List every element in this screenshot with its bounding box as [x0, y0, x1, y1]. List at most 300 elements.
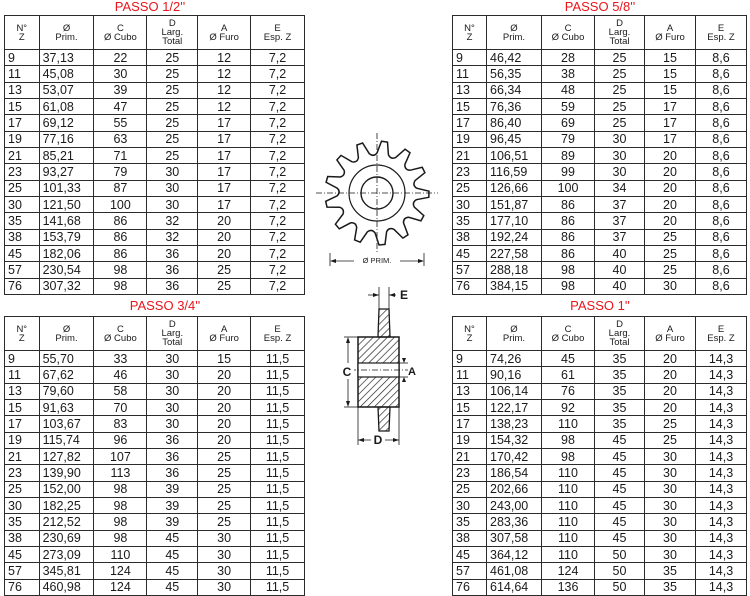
cell-teeth: 17	[453, 115, 487, 131]
cell-tooth-thickness: 11,5	[251, 416, 305, 432]
cell-teeth: 17	[453, 416, 487, 432]
cell-teeth: 76	[5, 579, 40, 595]
cell-tooth-thickness: 14,3	[696, 563, 747, 579]
cell-total-width: 30	[147, 400, 198, 416]
table-row	[453, 514, 747, 530]
cell-hub-diameter: 83	[94, 416, 147, 432]
cell-total-width: 36	[147, 449, 198, 465]
cell-tooth-thickness: 11,5	[251, 514, 305, 530]
column-header-prim-diameter: Ø Prim.	[39, 317, 94, 351]
cell-total-width: 36	[147, 278, 198, 294]
cell-total-width: 45	[595, 481, 645, 497]
cell-teeth: 30	[453, 197, 487, 213]
cell-hub-diameter: 86	[542, 197, 595, 213]
cell-hub-diameter: 98	[542, 262, 595, 278]
cell-hub-diameter: 38	[542, 66, 595, 82]
cell-hub-diameter: 98	[542, 278, 595, 294]
cell-tooth-thickness: 8,6	[696, 99, 747, 115]
cell-teeth: 9	[5, 351, 40, 367]
c-dimension-label: C	[342, 365, 352, 379]
cell-hub-diameter: 100	[542, 180, 595, 196]
cell-tooth-thickness: 8,6	[696, 229, 747, 245]
cell-tooth-thickness: 7,2	[251, 229, 305, 245]
column-header-total-width: D Larg. Total	[147, 16, 198, 50]
table-row	[5, 262, 305, 278]
cell-tooth-thickness: 7,2	[251, 115, 305, 131]
cell-bore-diameter: 30	[645, 547, 696, 563]
table-row	[453, 416, 747, 432]
sprocket-section-view-drawing	[328, 283, 428, 453]
cell-hub-diameter: 98	[94, 530, 147, 546]
cell-teeth: 9	[453, 50, 487, 66]
table-row	[5, 498, 305, 514]
cell-bore-diameter: 30	[645, 514, 696, 530]
cell-prim-diameter: 93,27	[39, 164, 94, 180]
table-row	[5, 148, 305, 164]
cell-prim-diameter: 460,98	[39, 579, 94, 595]
table-row	[453, 50, 747, 66]
cell-prim-diameter: 53,07	[39, 82, 94, 98]
prim-diameter-label: Ø PRIM.	[362, 256, 392, 265]
spec-table-passo-1-2	[4, 15, 305, 295]
cell-prim-diameter: 139,90	[39, 465, 94, 481]
cell-bore-diameter: 20	[645, 351, 696, 367]
cell-teeth: 17	[5, 115, 40, 131]
cell-tooth-thickness: 8,6	[696, 278, 747, 294]
table-row	[5, 99, 305, 115]
cell-total-width: 40	[595, 278, 645, 294]
cell-prim-diameter: 230,54	[39, 262, 94, 278]
cell-tooth-thickness: 14,3	[696, 481, 747, 497]
cell-hub-diameter: 113	[94, 465, 147, 481]
column-header-tooth-thickness: E Esp. Z	[696, 16, 747, 50]
cell-total-width: 45	[595, 432, 645, 448]
table-title-passo-3-4: PASSO 3/4''	[129, 298, 201, 313]
cell-tooth-thickness: 11,5	[251, 432, 305, 448]
cell-prim-diameter: 90,16	[487, 367, 542, 383]
table-row	[453, 99, 747, 115]
cell-hub-diameter: 98	[94, 514, 147, 530]
cell-teeth: 35	[453, 213, 487, 229]
table-row	[453, 530, 747, 546]
cell-bore-diameter: 12	[198, 50, 251, 66]
cell-prim-diameter: 76,36	[487, 99, 542, 115]
cell-bore-diameter: 20	[645, 148, 696, 164]
cell-total-width: 45	[595, 514, 645, 530]
cell-bore-diameter: 30	[645, 498, 696, 514]
cell-bore-diameter: 20	[645, 164, 696, 180]
cell-teeth: 17	[5, 416, 40, 432]
cell-prim-diameter: 79,60	[39, 383, 94, 399]
cell-bore-diameter: 20	[198, 246, 251, 262]
cell-teeth: 25	[453, 481, 487, 497]
table-row	[5, 197, 305, 213]
cell-teeth: 30	[453, 498, 487, 514]
cell-teeth: 57	[5, 563, 40, 579]
cell-teeth: 25	[453, 180, 487, 196]
table-row	[5, 278, 305, 294]
cell-bore-diameter: 20	[645, 213, 696, 229]
table-row	[5, 514, 305, 530]
cell-hub-diameter: 99	[542, 164, 595, 180]
cell-hub-diameter: 28	[542, 50, 595, 66]
cell-bore-diameter: 30	[198, 547, 251, 563]
cell-hub-diameter: 110	[542, 530, 595, 546]
cell-prim-diameter: 55,70	[39, 351, 94, 367]
cell-hub-diameter: 98	[94, 498, 147, 514]
cell-total-width: 45	[147, 563, 198, 579]
cell-teeth: 30	[5, 498, 40, 514]
cell-bore-diameter: 17	[198, 131, 251, 147]
cell-bore-diameter: 35	[645, 579, 696, 595]
cell-teeth: 38	[453, 229, 487, 245]
cell-prim-diameter: 345,81	[39, 563, 94, 579]
cell-teeth: 23	[5, 465, 40, 481]
cell-hub-diameter: 110	[542, 481, 595, 497]
cell-teeth: 76	[453, 579, 487, 595]
cell-prim-diameter: 56,35	[487, 66, 542, 82]
table-row	[5, 66, 305, 82]
cell-tooth-thickness: 7,2	[251, 131, 305, 147]
cell-tooth-thickness: 7,2	[251, 50, 305, 66]
cell-total-width: 25	[595, 50, 645, 66]
cell-bore-diameter: 20	[198, 383, 251, 399]
cell-prim-diameter: 141,68	[39, 213, 94, 229]
table-row	[5, 180, 305, 196]
cell-hub-diameter: 92	[542, 400, 595, 416]
cell-bore-diameter: 20	[198, 367, 251, 383]
table-row	[453, 197, 747, 213]
cell-prim-diameter: 96,45	[487, 131, 542, 147]
cell-teeth: 13	[5, 383, 40, 399]
cell-total-width: 50	[595, 547, 645, 563]
cell-bore-diameter: 25	[198, 514, 251, 530]
cell-prim-diameter: 106,14	[487, 383, 542, 399]
cell-total-width: 30	[147, 383, 198, 399]
cell-hub-diameter: 86	[94, 213, 147, 229]
cell-bore-diameter: 35	[645, 563, 696, 579]
cell-hub-diameter: 55	[94, 115, 147, 131]
cell-hub-diameter: 76	[542, 383, 595, 399]
cell-total-width: 25	[147, 50, 198, 66]
cell-total-width: 45	[147, 547, 198, 563]
cell-teeth: 57	[5, 262, 40, 278]
cell-tooth-thickness: 11,5	[251, 481, 305, 497]
cell-prim-diameter: 77,16	[39, 131, 94, 147]
cell-hub-diameter: 59	[542, 99, 595, 115]
cell-total-width: 35	[595, 367, 645, 383]
column-header-total-width: D Larg. Total	[595, 317, 645, 351]
cell-total-width: 45	[147, 530, 198, 546]
table-row	[5, 579, 305, 595]
cell-teeth: 57	[453, 563, 487, 579]
table-row	[453, 498, 747, 514]
cell-prim-diameter: 364,12	[487, 547, 542, 563]
cell-hub-diameter: 86	[94, 246, 147, 262]
table-title-passo-1-2: PASSO 1/2''	[114, 0, 186, 14]
cell-bore-diameter: 30	[198, 563, 251, 579]
cell-total-width: 25	[147, 99, 198, 115]
table-row	[453, 563, 747, 579]
cell-total-width: 30	[595, 164, 645, 180]
cell-total-width: 36	[147, 465, 198, 481]
cell-prim-diameter: 243,00	[487, 498, 542, 514]
table-row	[5, 131, 305, 147]
cell-tooth-thickness: 14,3	[696, 432, 747, 448]
cell-bore-diameter: 17	[198, 197, 251, 213]
cell-tooth-thickness: 14,3	[696, 514, 747, 530]
cell-teeth: 9	[5, 50, 40, 66]
cell-teeth: 25	[5, 481, 40, 497]
cell-total-width: 34	[595, 180, 645, 196]
cell-total-width: 50	[595, 579, 645, 595]
cell-total-width: 35	[595, 416, 645, 432]
cell-prim-diameter: 154,32	[487, 432, 542, 448]
cell-bore-diameter: 30	[198, 579, 251, 595]
table-row	[453, 481, 747, 497]
cell-hub-diameter: 98	[542, 432, 595, 448]
table-row	[5, 547, 305, 563]
cell-tooth-thickness: 14,3	[696, 498, 747, 514]
cell-total-width: 40	[595, 246, 645, 262]
spec-table-passo-3-4	[4, 316, 305, 596]
column-header-tooth-thickness: E Esp. Z	[251, 317, 305, 351]
cell-prim-diameter: 170,42	[487, 449, 542, 465]
cell-tooth-thickness: 7,2	[251, 148, 305, 164]
cell-total-width: 30	[147, 367, 198, 383]
cell-bore-diameter: 25	[645, 262, 696, 278]
cell-prim-diameter: 61,08	[39, 99, 94, 115]
cell-prim-diameter: 66,34	[487, 82, 542, 98]
cell-teeth: 25	[5, 180, 40, 196]
cell-prim-diameter: 122,17	[487, 400, 542, 416]
cell-tooth-thickness: 7,2	[251, 180, 305, 196]
cell-total-width: 39	[147, 498, 198, 514]
cell-total-width: 36	[147, 246, 198, 262]
cell-bore-diameter: 30	[645, 530, 696, 546]
cell-hub-diameter: 47	[94, 99, 147, 115]
column-header-prim-diameter: Ø Prim.	[487, 317, 542, 351]
cell-bore-diameter: 25	[198, 262, 251, 278]
cell-teeth: 23	[453, 465, 487, 481]
spec-table-passo-5-8	[452, 15, 747, 295]
cell-total-width: 45	[595, 465, 645, 481]
column-header-hub-diameter: C Ø Cubo	[542, 317, 595, 351]
table-row	[453, 164, 747, 180]
cell-bore-diameter: 25	[645, 229, 696, 245]
cell-teeth: 45	[5, 246, 40, 262]
table-row	[5, 164, 305, 180]
column-header-bore-diameter: A Ø Furo	[198, 16, 251, 50]
cell-total-width: 30	[147, 180, 198, 196]
cell-hub-diameter: 107	[94, 449, 147, 465]
table-row	[453, 579, 747, 595]
cell-tooth-thickness: 7,2	[251, 66, 305, 82]
cell-prim-diameter: 37,13	[39, 50, 94, 66]
cell-total-width: 30	[595, 131, 645, 147]
cell-bore-diameter: 25	[645, 246, 696, 262]
cell-tooth-thickness: 7,2	[251, 278, 305, 294]
cell-hub-diameter: 98	[94, 278, 147, 294]
table-row	[453, 148, 747, 164]
cell-total-width: 39	[147, 481, 198, 497]
cell-hub-diameter: 63	[94, 131, 147, 147]
cell-prim-diameter: 138,23	[487, 416, 542, 432]
cell-prim-diameter: 177,10	[487, 213, 542, 229]
cell-hub-diameter: 98	[94, 481, 147, 497]
cell-teeth: 23	[453, 164, 487, 180]
cell-tooth-thickness: 11,5	[251, 400, 305, 416]
cell-teeth: 13	[5, 82, 40, 98]
cell-hub-diameter: 100	[94, 197, 147, 213]
spec-table-passo-1	[452, 316, 747, 596]
cell-total-width: 35	[595, 400, 645, 416]
table-row	[5, 449, 305, 465]
cell-bore-diameter: 30	[645, 465, 696, 481]
cell-hub-diameter: 30	[94, 66, 147, 82]
cell-prim-diameter: 202,66	[487, 481, 542, 497]
cell-prim-diameter: 103,67	[39, 416, 94, 432]
cell-hub-diameter: 86	[542, 213, 595, 229]
cell-total-width: 25	[147, 148, 198, 164]
table-row	[453, 465, 747, 481]
cell-teeth: 15	[453, 400, 487, 416]
cell-bore-diameter: 20	[198, 416, 251, 432]
cell-hub-diameter: 98	[94, 262, 147, 278]
cell-total-width: 37	[595, 229, 645, 245]
cell-prim-diameter: 227,58	[487, 246, 542, 262]
cell-tooth-thickness: 7,2	[251, 262, 305, 278]
cell-prim-diameter: 126,66	[487, 180, 542, 196]
cell-prim-diameter: 273,09	[39, 547, 94, 563]
cell-teeth: 21	[453, 148, 487, 164]
cell-total-width: 25	[595, 66, 645, 82]
cell-prim-diameter: 46,42	[487, 50, 542, 66]
cell-hub-diameter: 86	[94, 229, 147, 245]
column-header-prim-diameter: Ø Prim.	[39, 16, 94, 50]
cell-tooth-thickness: 14,3	[696, 579, 747, 595]
cell-hub-diameter: 110	[542, 465, 595, 481]
cell-teeth: 19	[5, 131, 40, 147]
cell-teeth: 21	[5, 449, 40, 465]
cell-bore-diameter: 30	[645, 481, 696, 497]
cell-tooth-thickness: 11,5	[251, 465, 305, 481]
cell-tooth-thickness: 8,6	[696, 148, 747, 164]
table-row	[5, 563, 305, 579]
cell-tooth-thickness: 14,3	[696, 530, 747, 546]
cell-bore-diameter: 17	[198, 164, 251, 180]
column-header-teeth: N° Z	[453, 16, 487, 50]
cell-total-width: 45	[147, 579, 198, 595]
table-row	[5, 229, 305, 245]
column-header-hub-diameter: C Ø Cubo	[94, 16, 147, 50]
table-row	[5, 351, 305, 367]
cell-hub-diameter: 86	[542, 246, 595, 262]
cell-bore-diameter: 17	[645, 115, 696, 131]
cell-tooth-thickness: 14,3	[696, 465, 747, 481]
cell-total-width: 36	[147, 262, 198, 278]
table-row	[453, 383, 747, 399]
cell-bore-diameter: 20	[645, 383, 696, 399]
cell-tooth-thickness: 8,6	[696, 66, 747, 82]
cell-hub-diameter: 22	[94, 50, 147, 66]
cell-hub-diameter: 110	[94, 547, 147, 563]
cell-bore-diameter: 30	[645, 278, 696, 294]
cell-teeth: 35	[5, 514, 40, 530]
cell-prim-diameter: 152,00	[39, 481, 94, 497]
cell-teeth: 15	[5, 99, 40, 115]
table-row	[453, 351, 747, 367]
cell-prim-diameter: 186,54	[487, 465, 542, 481]
cell-bore-diameter: 15	[198, 351, 251, 367]
cell-teeth: 45	[453, 547, 487, 563]
column-header-hub-diameter: C Ø Cubo	[94, 317, 147, 351]
cell-tooth-thickness: 8,6	[696, 180, 747, 196]
cell-hub-diameter: 124	[542, 563, 595, 579]
cell-prim-diameter: 106,51	[487, 148, 542, 164]
cell-prim-diameter: 121,50	[39, 197, 94, 213]
cell-prim-diameter: 85,21	[39, 148, 94, 164]
cell-bore-diameter: 20	[645, 180, 696, 196]
a-dimension-label: A	[408, 366, 416, 378]
table-row	[5, 530, 305, 546]
cell-hub-diameter: 58	[94, 383, 147, 399]
cell-prim-diameter: 101,33	[39, 180, 94, 196]
cell-hub-diameter: 96	[94, 432, 147, 448]
cell-total-width: 35	[595, 383, 645, 399]
cell-prim-diameter: 151,87	[487, 197, 542, 213]
cell-bore-diameter: 30	[198, 530, 251, 546]
table-row	[5, 416, 305, 432]
cell-prim-diameter: 212,52	[39, 514, 94, 530]
cell-tooth-thickness: 7,2	[251, 99, 305, 115]
table-row	[453, 262, 747, 278]
cell-prim-diameter: 384,15	[487, 278, 542, 294]
cell-bore-diameter: 20	[198, 432, 251, 448]
cell-bore-diameter: 12	[198, 99, 251, 115]
cell-bore-diameter: 25	[645, 432, 696, 448]
cell-tooth-thickness: 8,6	[696, 262, 747, 278]
cell-tooth-thickness: 14,3	[696, 416, 747, 432]
cell-teeth: 21	[5, 148, 40, 164]
cell-hub-diameter: 86	[542, 229, 595, 245]
column-header-teeth: N° Z	[453, 317, 487, 351]
cell-prim-diameter: 153,79	[39, 229, 94, 245]
cell-teeth: 38	[453, 530, 487, 546]
cell-teeth: 11	[453, 367, 487, 383]
cell-total-width: 25	[595, 115, 645, 131]
cell-teeth: 11	[5, 66, 40, 82]
column-header-total-width: D Larg. Total	[595, 16, 645, 50]
table-row	[453, 278, 747, 294]
cell-total-width: 30	[147, 164, 198, 180]
cell-tooth-thickness: 7,2	[251, 82, 305, 98]
cell-prim-diameter: 461,08	[487, 563, 542, 579]
cell-hub-diameter: 45	[542, 351, 595, 367]
cell-prim-diameter: 115,74	[39, 432, 94, 448]
cell-teeth: 15	[453, 99, 487, 115]
cell-bore-diameter: 20	[198, 229, 251, 245]
cell-tooth-thickness: 14,3	[696, 547, 747, 563]
cell-teeth: 15	[5, 400, 40, 416]
column-header-bore-diameter: A Ø Furo	[198, 317, 251, 351]
cell-prim-diameter: 182,06	[39, 246, 94, 262]
table-row	[5, 213, 305, 229]
cell-bore-diameter: 12	[198, 66, 251, 82]
table-title-passo-5-8: PASSO 5/8''	[564, 0, 636, 14]
cell-teeth: 23	[5, 164, 40, 180]
cell-total-width: 50	[595, 563, 645, 579]
